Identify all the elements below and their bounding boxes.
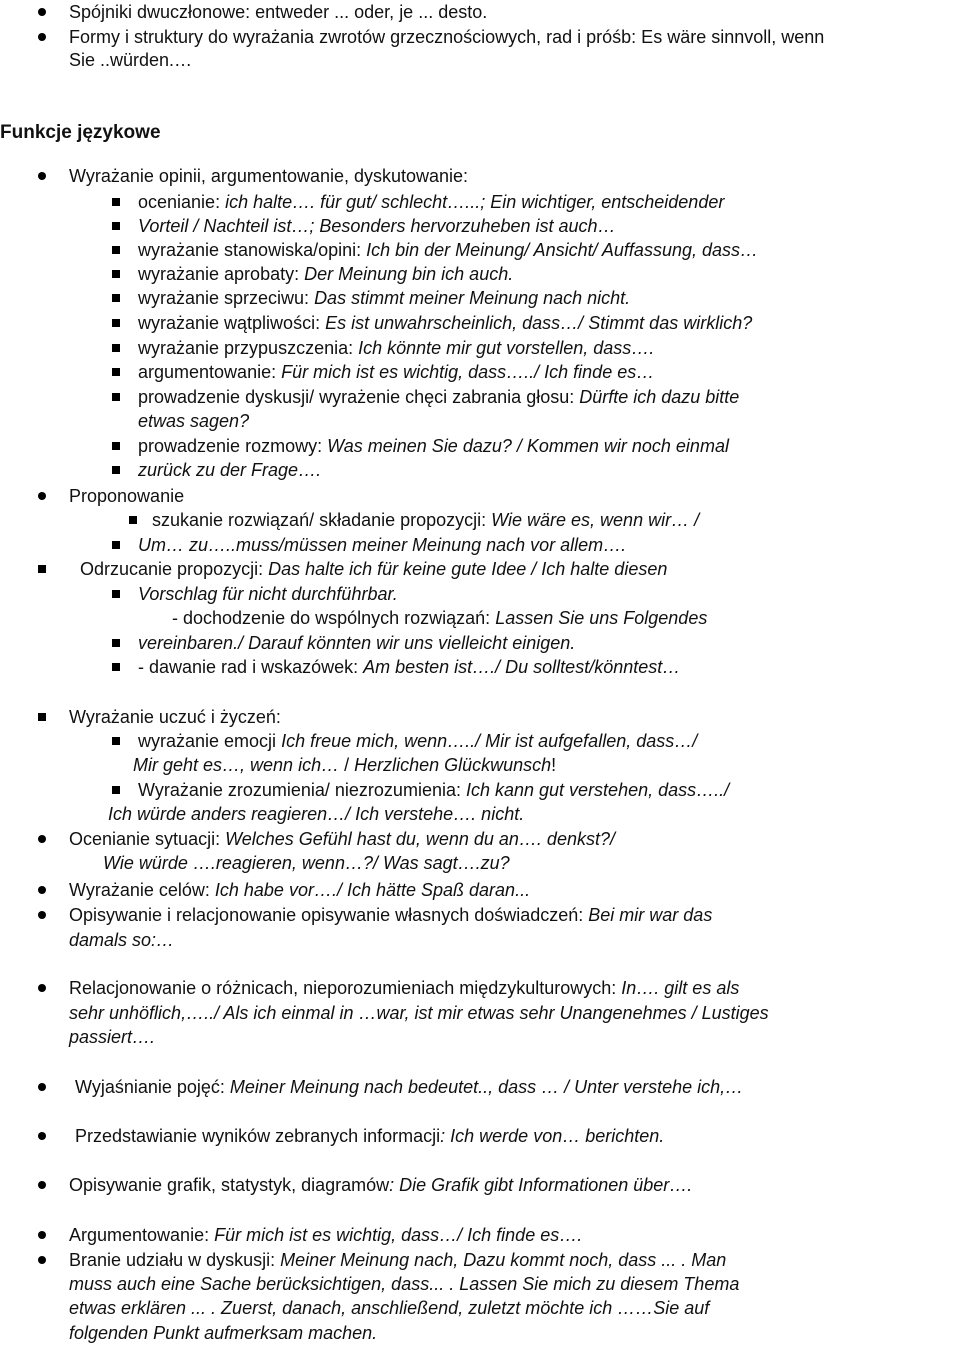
- example-phrase: muss auch eine Sache berücksichtigen, dass... . Lassen Sie mich zu diesem Thema: [69, 1274, 740, 1294]
- text-line: [69, 828, 615, 850]
- text-line: [138, 287, 630, 309]
- example-phrase: zurück zu der Frage….: [138, 460, 322, 480]
- text-line: [138, 583, 398, 605]
- text-line: [69, 165, 468, 187]
- bullet-square-icon: [112, 663, 120, 671]
- bullet-square-icon: [112, 294, 120, 302]
- bullet-square-icon: [112, 198, 120, 206]
- example-phrase: Vorteil / Nachteil ist…; Besonders hervorzuheben ist auch…: [138, 216, 616, 236]
- text-line: [69, 977, 739, 999]
- bullet-square-icon: [112, 737, 120, 745]
- text-line: [69, 1002, 769, 1024]
- example-phrase: Bei mir war das: [588, 905, 713, 925]
- label-text: wyrażanie emocji: [138, 731, 282, 751]
- text-line: [138, 215, 616, 237]
- label-text: Wyjaśnianie pojęć:: [75, 1077, 230, 1097]
- example-phrase: In…. gilt es als: [621, 978, 740, 998]
- bullet-square-icon: [112, 442, 120, 450]
- text-line: [138, 459, 321, 481]
- example-phrase: Was meinen Sie dazu? / Kommen wir noch einmal: [327, 436, 729, 456]
- bullet-square-icon: [112, 786, 120, 794]
- text-line: [75, 1076, 743, 1098]
- label-text: Wyrażanie celów:: [69, 880, 215, 900]
- text-line: [138, 386, 739, 408]
- example-phrase: Dürfte ich dazu bitte: [579, 387, 740, 407]
- text-line: [69, 929, 174, 951]
- text-line: [138, 239, 758, 261]
- example-phrase: Ich würde anders reagieren…/ Ich verstehe…. nicht.: [108, 804, 525, 824]
- example-phrase: Meiner Meinung nach bedeutet.., dass … / Unter verstehe ich,…: [229, 1077, 744, 1097]
- text-line: [69, 1, 487, 23]
- text-line: [69, 1026, 155, 1048]
- text-line: [80, 558, 667, 580]
- example-phrase: Für mich ist es wichtig, dass…../ Ich finde es…: [281, 362, 655, 382]
- bullet-dot-icon: [38, 1231, 46, 1239]
- bullet-dot-icon: [38, 1083, 46, 1091]
- text-line: [138, 191, 724, 213]
- text-line: [108, 803, 524, 825]
- example-phrase: Vorschlag für nicht durchführbar.: [138, 584, 398, 604]
- example-phrase: Ich freue mich, wenn…../ Mir ist aufgefallen, dass…/: [281, 731, 698, 751]
- example-phrase: damals so:…: [69, 930, 175, 950]
- example-phrase: Das halte ich für keine gute Idee / Ich halte diesen: [268, 559, 668, 579]
- example-phrase: Ich könnte mir gut vorstellen, dass….: [358, 338, 655, 358]
- text-line: [69, 1273, 739, 1295]
- example-phrase: Lassen Sie uns Folgendes: [495, 608, 708, 628]
- bullet-square-icon: [112, 590, 120, 598]
- bullet-square-icon: [38, 713, 46, 721]
- bullet-square-icon: [112, 393, 120, 401]
- text-line: [69, 1224, 582, 1246]
- text-line: [138, 337, 654, 359]
- label-text: szukanie rozwiązań/ składanie propozycji:: [152, 510, 492, 530]
- text-line: [138, 361, 654, 383]
- text-line: [138, 730, 697, 752]
- example-phrase: etwas erklären ... . Zuerst, danach, anschließend, zuletzt möchte ich ……Sie auf: [69, 1298, 710, 1318]
- bullet-square-icon: [112, 319, 120, 327]
- label-text: - dochodzenie do wspólnych rozwiązań:: [172, 608, 496, 628]
- bullet-dot-icon: [38, 492, 46, 500]
- bullet-square-icon: [112, 541, 120, 549]
- example-phrase: Am besten ist…./ Du solltest/könntest…: [363, 657, 681, 677]
- text-line: [138, 534, 626, 556]
- example-phrase: Für mich ist es wichtig, dass…/ Ich finde es….: [214, 1225, 583, 1245]
- example-phrase: Um… zu…..muss/müssen meiner Meinung nach vor allem….: [138, 535, 627, 555]
- label-text: prowadzenie rozmowy:: [138, 436, 328, 456]
- example-phrase: vereinbaren./ Darauf könnten wir uns vielleicht einigen.: [138, 633, 576, 653]
- label-text: Proponowanie: [69, 486, 185, 506]
- label-text: wyrażanie aprobaty:: [138, 264, 305, 284]
- example-phrase: Ich kann gut verstehen, dass…../: [465, 780, 730, 800]
- example-phrase: sehr unhöflich,…../ Als ich einmal in …war, ist mir etwas sehr Unangenehmes / Lustiges: [69, 1003, 769, 1023]
- bullet-dot-icon: [38, 172, 46, 180]
- text-line: [138, 312, 752, 334]
- text-line: [138, 632, 575, 654]
- section-heading: Funkcje językowe: [0, 122, 161, 143]
- bullet-dot-icon: [38, 1256, 46, 1264]
- label-text: Opisywanie grafik, statystyk, diagramów: [69, 1175, 390, 1195]
- example-phrase: Es ist unwahrscheinlich, dass…/ Stimmt das wirklich?: [325, 313, 753, 333]
- label-text: wyrażanie przypuszczenia:: [138, 338, 359, 358]
- label-text: wyrażanie wątpliwości:: [138, 313, 326, 333]
- text-line: [69, 1174, 692, 1196]
- bullet-square-icon: [112, 368, 120, 376]
- bullet-square-icon: [112, 222, 120, 230]
- example-phrase: passiert….: [69, 1027, 156, 1047]
- example-phrase: : Die Grafik gibt Informationen über….: [389, 1175, 693, 1195]
- text-line: [69, 1297, 709, 1319]
- bullet-square-icon: [112, 466, 120, 474]
- example-phrase: Wie würde ….reagieren, wenn…?/ Was sagt….zu?: [103, 853, 510, 873]
- example-phrase: Wie wäre es, wenn wir… /: [491, 510, 700, 530]
- text-line: [69, 26, 824, 48]
- bullet-square-icon: [112, 344, 120, 352]
- example-phrase: Herzlichen Glückwunsch: [354, 755, 552, 775]
- example-phrase: Das stimmt meiner Meinung nach nicht.: [314, 288, 631, 308]
- label-text: Odrzucanie propozycji:: [80, 559, 269, 579]
- bullet-dot-icon: [38, 33, 46, 41]
- example-phrase: Ich bin der Meinung/ Ansicht/ Auffassung, dass…: [366, 240, 759, 260]
- label-text: prowadzenie dyskusji/ wyrażenie chęci zabrania głosu:: [138, 387, 580, 407]
- label-text: Formy i struktury do wyrażania zwrotów grzecznościowych, rad i próśb: Es wäre sinnvoll, wenn: [69, 27, 825, 47]
- text-line: [69, 485, 184, 507]
- text-line: [152, 509, 699, 531]
- example-phrase: ich halte…. für gut/ schlecht…...; Ein wichtiger, entscheidender: [225, 192, 725, 212]
- example-phrase: : Ich werde von… berichten.: [440, 1126, 665, 1146]
- text-line: [138, 656, 680, 678]
- text-line: [75, 1125, 664, 1147]
- text-line: [138, 410, 249, 432]
- bullet-square-icon: [112, 639, 120, 647]
- text-line: [138, 779, 729, 801]
- bullet-dot-icon: [38, 1181, 46, 1189]
- label-text: Spójniki dwuczłonowe: entweder ... oder, je ... desto.: [69, 2, 488, 22]
- example-phrase: folgenden Punkt aufmerksam machen.: [69, 1323, 378, 1343]
- label-text: Wyrażanie opinii, argumentowanie, dyskutowanie:: [69, 166, 469, 186]
- label-text: Ocenianie sytuacji:: [69, 829, 226, 849]
- text-line: [69, 706, 281, 728]
- text-line: [138, 435, 729, 457]
- bullet-square-icon: [129, 516, 137, 524]
- text-line: [69, 904, 712, 926]
- label-text: Wyrażanie zrozumienia/ niezrozumienia:: [138, 780, 466, 800]
- example-phrase: Ich habe vor…./ Ich hätte Spaß daran...: [214, 880, 531, 900]
- example-phrase: Meiner Meinung nach, Dazu kommt noch, dass ... . Man: [280, 1250, 727, 1270]
- bullet-dot-icon: [38, 984, 46, 992]
- label-text: - dawanie rad i wskazówek:: [138, 657, 364, 677]
- label-text: Sie ..würden.…: [69, 50, 193, 70]
- label-text: Argumentowanie:: [69, 1225, 215, 1245]
- label-text: argumentowanie:: [138, 362, 282, 382]
- bullet-square-icon: [112, 246, 120, 254]
- bullet-dot-icon: [38, 886, 46, 894]
- bullet-dot-icon: [38, 911, 46, 919]
- label-text: Branie udziału w dyskusji:: [69, 1250, 281, 1270]
- bullet-dot-icon: [38, 835, 46, 843]
- example-phrase: Mir geht es…, wenn ich…: [133, 755, 340, 775]
- text-line: [133, 754, 556, 776]
- example-phrase: etwas sagen?: [138, 411, 250, 431]
- label-text: !: [551, 755, 557, 775]
- text-line: [103, 852, 510, 874]
- text-line: [69, 1322, 377, 1344]
- text-line: [172, 607, 707, 629]
- label-text: wyrażanie stanowiska/opini:: [138, 240, 367, 260]
- label-text: /: [339, 755, 355, 775]
- text-line: [0, 121, 161, 143]
- label-text: Relacjonowanie o różnicach, nieporozumieniach międzykulturowych:: [69, 978, 622, 998]
- text-line: [69, 49, 192, 71]
- bullet-dot-icon: [38, 8, 46, 16]
- text-line: [69, 1249, 726, 1271]
- example-phrase: Welches Gefühl hast du, wenn du an…. denkst?/: [225, 829, 615, 849]
- bullet-dot-icon: [38, 1132, 46, 1140]
- bullet-square-icon: [38, 565, 46, 573]
- bullet-square-icon: [112, 270, 120, 278]
- text-line: [138, 263, 513, 285]
- label-text: Wyrażanie uczuć i życzeń:: [69, 707, 281, 727]
- example-phrase: Der Meinung bin ich auch.: [304, 264, 514, 284]
- label-text: wyrażanie sprzeciwu:: [138, 288, 315, 308]
- label-text: ocenianie:: [138, 192, 226, 212]
- label-text: Przedstawianie wyników zebranych informacji: [75, 1126, 441, 1146]
- label-text: Opisywanie i relacjonowanie opisywanie własnych doświadczeń:: [69, 905, 589, 925]
- text-line: [69, 879, 530, 901]
